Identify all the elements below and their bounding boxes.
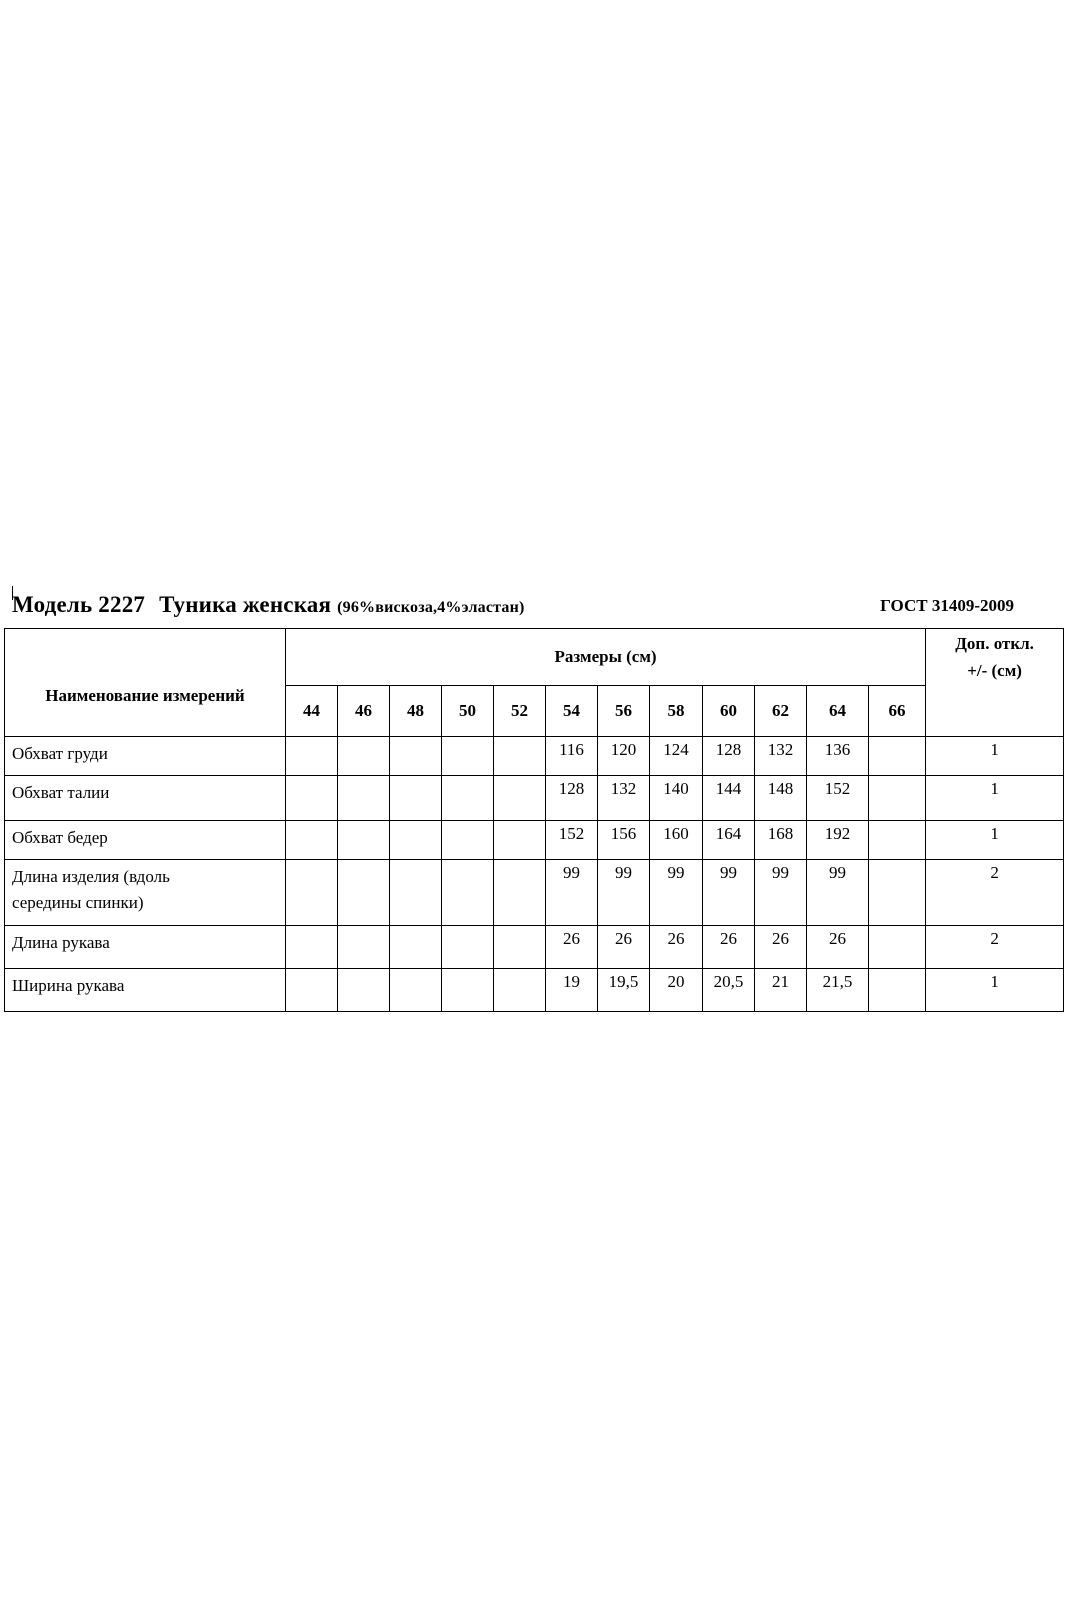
value-cell: 120 (598, 737, 650, 776)
value-cell (442, 776, 494, 821)
value-cell (338, 969, 390, 1012)
value-cell (494, 821, 546, 860)
value-cell: 152 (546, 821, 598, 860)
value-cell (494, 776, 546, 821)
tolerance-cell: 1 (926, 776, 1064, 821)
value-cell (286, 969, 338, 1012)
value-cell (494, 737, 546, 776)
value-cell: 26 (546, 926, 598, 969)
table-row (5, 776, 1064, 821)
tolerance-header-line2: +/- (см) (967, 661, 1022, 681)
table-header-row (5, 629, 1064, 686)
value-cell: 152 (807, 776, 869, 821)
value-cell: 160 (650, 821, 703, 860)
value-cell (390, 737, 442, 776)
value-cell: 19 (546, 969, 598, 1012)
value-cell (442, 926, 494, 969)
value-cell (442, 737, 494, 776)
size-header-cell: 64 (807, 686, 869, 737)
value-cell: 99 (807, 860, 869, 926)
value-cell (869, 776, 926, 821)
table-row (5, 821, 1064, 860)
table-row (5, 969, 1064, 1012)
tolerance-cell: 1 (926, 969, 1064, 1012)
size-header-cell: 52 (494, 686, 546, 737)
size-header-cell: 60 (703, 686, 755, 737)
value-cell (286, 860, 338, 926)
document-title-line (12, 592, 1014, 622)
value-cell: 132 (598, 776, 650, 821)
value-cell (338, 821, 390, 860)
value-cell (286, 737, 338, 776)
value-cell: 21,5 (807, 969, 869, 1012)
table-row (5, 926, 1064, 969)
value-cell: 26 (807, 926, 869, 969)
value-cell (442, 969, 494, 1012)
size-header-cell: 66 (869, 686, 926, 737)
value-cell (338, 860, 390, 926)
measurement-label (5, 860, 286, 926)
value-cell (390, 776, 442, 821)
table-row (5, 860, 1064, 926)
size-header-cell: 46 (338, 686, 390, 737)
value-cell: 140 (650, 776, 703, 821)
measurement-label: Обхват бедер (5, 821, 286, 860)
value-cell (338, 926, 390, 969)
value-cell (869, 737, 926, 776)
size-header-cell: 50 (442, 686, 494, 737)
measurement-label: Длина рукава (5, 926, 286, 969)
value-cell (869, 969, 926, 1012)
value-cell: 164 (703, 821, 755, 860)
value-cell (390, 821, 442, 860)
value-cell: 99 (755, 860, 807, 926)
value-cell: 26 (598, 926, 650, 969)
value-cell (869, 860, 926, 926)
gost-code: ГОСТ 31409-2009 (880, 596, 1014, 615)
value-cell: 144 (703, 776, 755, 821)
value-cell: 124 (650, 737, 703, 776)
value-cell (390, 969, 442, 1012)
value-cell: 99 (703, 860, 755, 926)
value-cell (390, 860, 442, 926)
value-cell (442, 860, 494, 926)
value-cell: 148 (755, 776, 807, 821)
value-cell (494, 926, 546, 969)
value-cell (869, 821, 926, 860)
tolerance-header (926, 629, 1064, 737)
measurement-label: Обхват груди (5, 737, 286, 776)
value-cell: 26 (703, 926, 755, 969)
measurement-label: Ширина рукава (5, 969, 286, 1012)
product-name: Туника женская (159, 592, 332, 617)
value-cell: 20,5 (703, 969, 755, 1012)
value-cell: 156 (598, 821, 650, 860)
value-cell: 99 (546, 860, 598, 926)
table-row (5, 737, 1064, 776)
size-header-cell: 48 (390, 686, 442, 737)
value-cell (338, 776, 390, 821)
value-cell: 168 (755, 821, 807, 860)
value-cell: 99 (598, 860, 650, 926)
size-header-cell: 62 (755, 686, 807, 737)
value-cell (286, 821, 338, 860)
value-cell (390, 926, 442, 969)
measurement-label-line2: середины спинки) (12, 893, 144, 913)
sizes-header: Размеры (см) (286, 629, 926, 686)
size-header-cell: 56 (598, 686, 650, 737)
value-cell (286, 926, 338, 969)
value-cell: 128 (703, 737, 755, 776)
value-cell: 192 (807, 821, 869, 860)
measurement-label-line1: Длина изделия (вдоль (12, 867, 170, 886)
measurement-label: Обхват талии (5, 776, 286, 821)
size-header-cell: 54 (546, 686, 598, 737)
value-cell: 128 (546, 776, 598, 821)
value-cell (442, 821, 494, 860)
tolerance-header-line1: Доп. откл. (955, 634, 1034, 653)
value-cell: 19,5 (598, 969, 650, 1012)
size-header-cell: 44 (286, 686, 338, 737)
value-cell (286, 776, 338, 821)
value-cell: 26 (650, 926, 703, 969)
value-cell: 136 (807, 737, 869, 776)
document-title (12, 592, 525, 618)
value-cell: 132 (755, 737, 807, 776)
value-cell (494, 860, 546, 926)
tolerance-cell: 2 (926, 926, 1064, 969)
fabric-composition: (96%вискоза,4%эластан) (337, 599, 525, 616)
value-cell: 21 (755, 969, 807, 1012)
value-cell: 99 (650, 860, 703, 926)
tolerance-cell: 2 (926, 860, 1064, 926)
value-cell: 20 (650, 969, 703, 1012)
value-cell (869, 926, 926, 969)
value-cell: 26 (755, 926, 807, 969)
size-chart-table (4, 628, 1064, 1012)
tolerance-cell: 1 (926, 821, 1064, 860)
model-name: Модель 2227 (12, 592, 146, 617)
measurement-name-header: Наименование измерений (5, 629, 286, 737)
value-cell: 116 (546, 737, 598, 776)
value-cell (338, 737, 390, 776)
tolerance-cell: 1 (926, 737, 1064, 776)
size-header-cell: 58 (650, 686, 703, 737)
value-cell (494, 969, 546, 1012)
